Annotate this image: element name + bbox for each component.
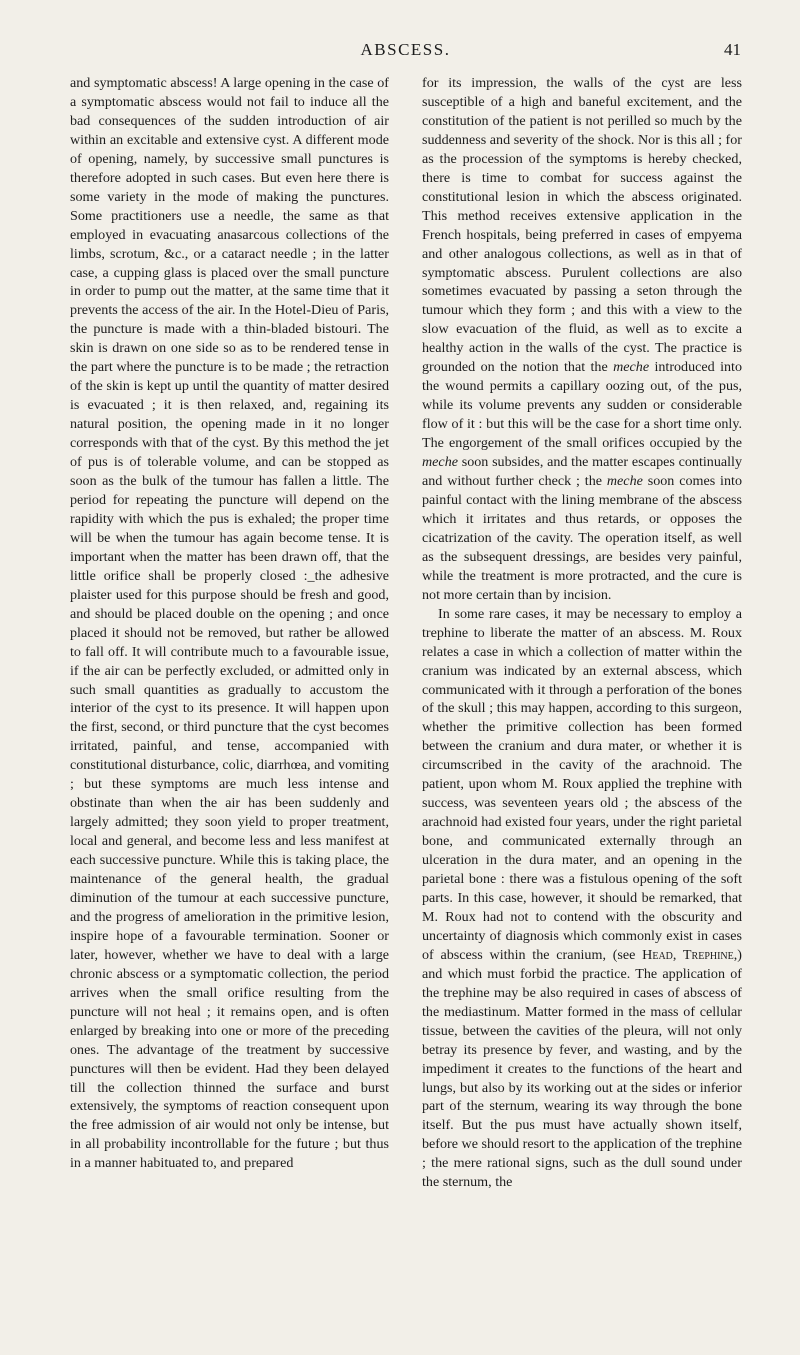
italic-term: meche [606,473,643,490]
text-run: soon subsides, and the matter escapes continually and without further check ; the [422,454,742,490]
page-number: 41 [724,40,741,59]
text-run: soon comes into painful contact with the lining membrane of the abscess which it irritates and thus retards, or opposes the cicatrization of the cavity. The operation itself, as well as the subsequent dressings, are besides very painful, while the treatment is more protracted, and the cure is not more certain than by incision. [422,473,742,603]
paragraph: and symptomatic abscess! A large opening in the case of a symptomatic abscess would not fail to induce all the bad consequences of the sudden introduction of air within an excitable and extensive cyst. A different mode of opening, namely, by successive small punctures is therefore adopted in such cases. But even here there is some variety in the mode of making the punctures. Some practitioners use a needle, the same as that employed in evacuating anasarcous collections of the limbs, scrotum, &c., or a cataract needle ; in the latter case, a cupping glass is placed over the small puncture in order to pump out the matter, at the same time that it prevents the access of the air. In the Hotel-Dieu of Paris, the puncture is made with a thin-bladed bistouri. The skin is drawn on one side so as to be rendered tense in the part where the puncture is to be made ; the retraction of the skin is kept up until the quantity of matter desired is evacuated ; it is then relaxed, and, regaining its natural position, the opening made in it no longer corresponds with that of the cyst. By this method the jet of pus is of tolerable volume, and can be stopped as soon as the bulk of the tumour has fallen a little. The period for repeating the puncture will depend on the rapidity with which the pus is exhaled; the proper time will be when the tumour has again become tense. It is important when the matter has been drawn off, that the little orifice shall be properly closed :_the adhesive plaister used for this purpose should be fresh and good, and should be placed double on the opening ; and once placed it should not be removed, but rather be allowed to fall off. It will contribute much to a favourable issue, if the air can be perfectly excluded, or admitted only in such small quantities as gradually to accustom the interior of the cyst to its presence. It will happen upon the first, second, or third puncture that the cyst becomes irritated, painful, and tense, accompanied with constitutional disturbance, colic, diarrhœa, and vomiting ; but these symptoms are much less intense and obstinate than when the air has been suddenly and largely admitted; they soon yield to proper treatment, local and general, and become less and less manifest at each successive puncture. While this is taking place, the maintenance of the general health, the gradual diminution of the tumour at each successive puncture, and the progress of amelioration in the primitive lesion, inspire hope of a favourable termination. Sooner or later, however, whether we have to deal with a large chronic abscess or a symptomatic collection, the period arrives when the small orifice resulting from the puncture will not heal ; it remains open, and is often enlarged by breaking into one or more of the preceding ones. The advantage of the treatment by successive punctures will then be evident. Had they been delayed till the collection thinned the surface and burst extensively, the symptoms of reaction consequent upon the free admission of air would not only be intense, but in all probability incontrollable for the future ; but thus in a manner habituated to, and prepared [70,75,389,1172]
text-run: for its impression, the walls of the cyst are less susceptible of a high and baneful excitement, and the constitution of the patient is not perilled so much by the suddenness and severity of the shock. Nor is this all ; for as the procession of the symptoms is hereby checked, there is time to combat for success against the constitutional lesion in which the abscess originated. This method receives extensive application in the French hospitals, being preferred in cases of empyema and other analogous collections, as well as in that of symptomatic abscess. Purulent collections are also sometimes evacuated by passing a seton through the tumour which they form ; and this with a view to the slow evacuation of the fluid, as well as to excite a healthy action in the walls of the cyst. The practice is grounded on the notion that the [422,75,742,376]
paragraph [422,74,742,605]
cross-reference: Head, Trephine, [642,946,738,963]
text-run: In some rare cases, it may be necessary to employ a trephine to liberate the matter of an abscess. M. Roux relates a case in which a collection of matter within the cranium was indicated by an external abscess, which communicated with it through a perforation of the bones of the skull ; this may happen, according to this surgeon, whether the primitive collection has been formed between the cranium and dura mater, or whether it is circumscribed in the cavity of the arachnoid. The patient, upon whom M. Roux applied the trephine with success, was seventeen years old ; the abscess of the arachnoid had existed four years, under the right parietal bone, and communicated externally through an ulceration in the dura mater, and an opening in the parietal bone : there was a fistulous opening of the soft parts. In this case, however, it should be remarked, that M. Roux had not to contend with the obscurity and uncertainty of diagnosis which commonly exist in cases of abscess within the cranium, (see [422,605,742,963]
italic-term: meche [613,359,650,376]
running-title: ABSCESS. [360,40,451,59]
paragraph [422,605,742,1193]
left-column [70,74,389,1173]
text-run: ) and which must forbid the practice. The application of the trephine may be also required in cases of abscess of the mediastinum. Matter formed in the mass of cellular tissue, between the cavities of the pleura, will not only betray its presence by fever, and wasting, and by the impediment it creates to the functions of the heart and lungs, but also by its working out at the sides or inferior part of the sternum, wearing its way through the bone itself. But the pus must have actually shown itself, before we should resort to the application of the trephine ; the mere rational signs, such as the dull sound under the sternum, the [422,946,742,1191]
page-header [70,40,741,68]
text-run: introduced into the wound permits a capillary oozing out, of the pus, while its volume prevents any sudden or considerable flow of it : but this will be the case for a short time only. The engorgement of the small orifices occupied by the [422,359,742,452]
right-column [422,74,742,1192]
italic-term: meche [422,454,458,471]
